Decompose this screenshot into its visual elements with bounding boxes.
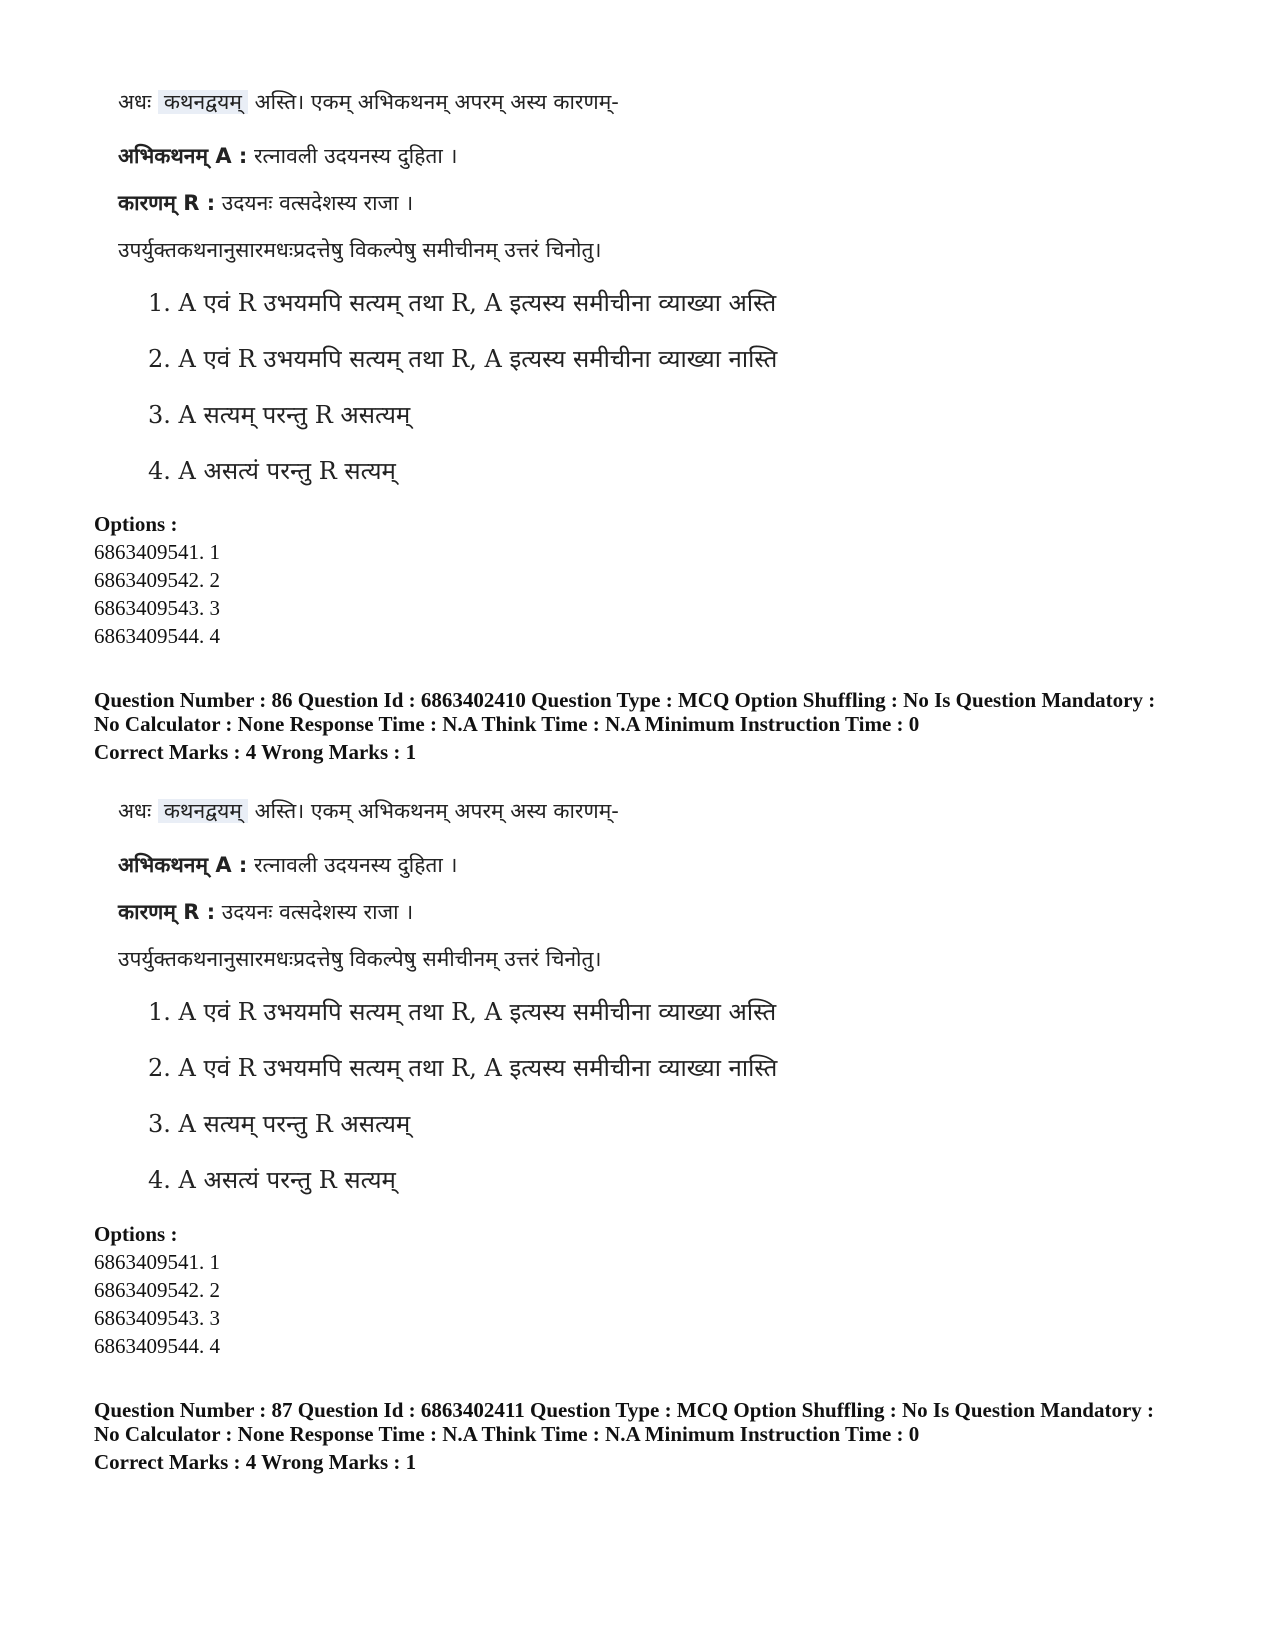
choice-4: 4. A असत्यं परन्तु R सत्यम्	[148, 1166, 396, 1194]
meta-line-1: Question Number : 86 Question Id : 6863402410 Question Type : MCQ Option Shuffling : No Is Question Mandatory :	[94, 688, 1156, 712]
choice-4: 4. A असत्यं परन्तु R सत्यम्	[148, 457, 396, 485]
intro-line: अधः कथनद्वयम् अस्ति। एकम् अभिकथनम् अपरम् अस्य कारणम्-	[118, 799, 619, 823]
choice-2: 2. A एवं R उभयमपि सत्यम् तथा R, A इत्यस्य समीचीना व्याख्या नास्ति	[148, 1054, 778, 1082]
choice-1: 1. A एवं R उभयमपि सत्यम् तथा R, A इत्यस्य समीचीना व्याख्या अस्ति	[148, 998, 777, 1026]
option-id-2: 6863409542. 2	[94, 1278, 220, 1302]
choice-1: 1. A एवं R उभयमपि सत्यम् तथा R, A इत्यस्य समीचीना व्याख्या अस्ति	[148, 289, 777, 317]
choice-3: 3. A सत्यम् परन्तु R असत्यम्	[148, 401, 411, 429]
choice-3: 3. A सत्यम् परन्तु R असत्यम्	[148, 1110, 411, 1138]
instruction-line: उपर्युक्तकथनानुसारमधःप्रदत्तेषु विकल्पेषु समीचीनम् उत्तरं चिनोतु।	[118, 238, 602, 262]
instruction-line: उपर्युक्तकथनानुसारमधःप्रदत्तेषु विकल्पेषु समीचीनम् उत्तरं चिनोतु।	[118, 947, 602, 971]
reason-line: कारणम् R : उदयनः वत्सदेशस्य राजा ।	[118, 191, 414, 215]
question-meta-87	[94, 1398, 1214, 1474]
option-id-1: 6863409541. 1	[94, 1250, 220, 1274]
option-id-2: 6863409542. 2	[94, 568, 220, 592]
reason-line: कारणम् R : उदयनः वत्सदेशस्य राजा ।	[118, 900, 414, 924]
assertion-label: अभिकथनम् A :	[118, 853, 248, 877]
meta-line-3: Correct Marks : 4 Wrong Marks : 1	[94, 1450, 417, 1474]
options-heading: Options :	[94, 512, 178, 536]
assertion-line: अभिकथनम् A : रत्नावली उदयनस्य दुहिता ।	[118, 853, 458, 877]
meta-line-2: No Calculator : None Response Time : N.A Think Time : N.A Minimum Instruction Time : 0	[94, 1422, 920, 1446]
highlighted-word: कथनद्वयम्	[158, 90, 248, 114]
choice-2: 2. A एवं R उभयमपि सत्यम् तथा R, A इत्यस्य समीचीना व्याख्या नास्ति	[148, 345, 778, 373]
assertion-label: अभिकथनम् A :	[118, 144, 248, 168]
assertion-line: अभिकथनम् A : रत्नावली उदयनस्य दुहिता ।	[118, 144, 458, 168]
intro-line: अधः कथनद्वयम् अस्ति। एकम् अभिकथनम् अपरम् अस्य कारणम्-	[118, 90, 619, 114]
reason-label: कारणम् R :	[118, 900, 216, 924]
option-id-4: 6863409544. 4	[94, 624, 220, 648]
highlighted-word: कथनद्वयम्	[158, 799, 248, 823]
option-id-3: 6863409543. 3	[94, 596, 220, 620]
option-id-3: 6863409543. 3	[94, 1306, 220, 1330]
reason-label: कारणम् R :	[118, 191, 216, 215]
meta-line-1: Question Number : 87 Question Id : 6863402411 Question Type : MCQ Option Shuffling : No Is Question Mandatory :	[94, 1398, 1155, 1422]
question-meta-86	[94, 688, 1214, 764]
meta-line-3: Correct Marks : 4 Wrong Marks : 1	[94, 740, 417, 764]
meta-line-2: No Calculator : None Response Time : N.A Think Time : N.A Minimum Instruction Time : 0	[94, 712, 920, 736]
options-heading: Options :	[94, 1222, 178, 1246]
option-id-4: 6863409544. 4	[94, 1334, 220, 1358]
option-id-1: 6863409541. 1	[94, 540, 220, 564]
